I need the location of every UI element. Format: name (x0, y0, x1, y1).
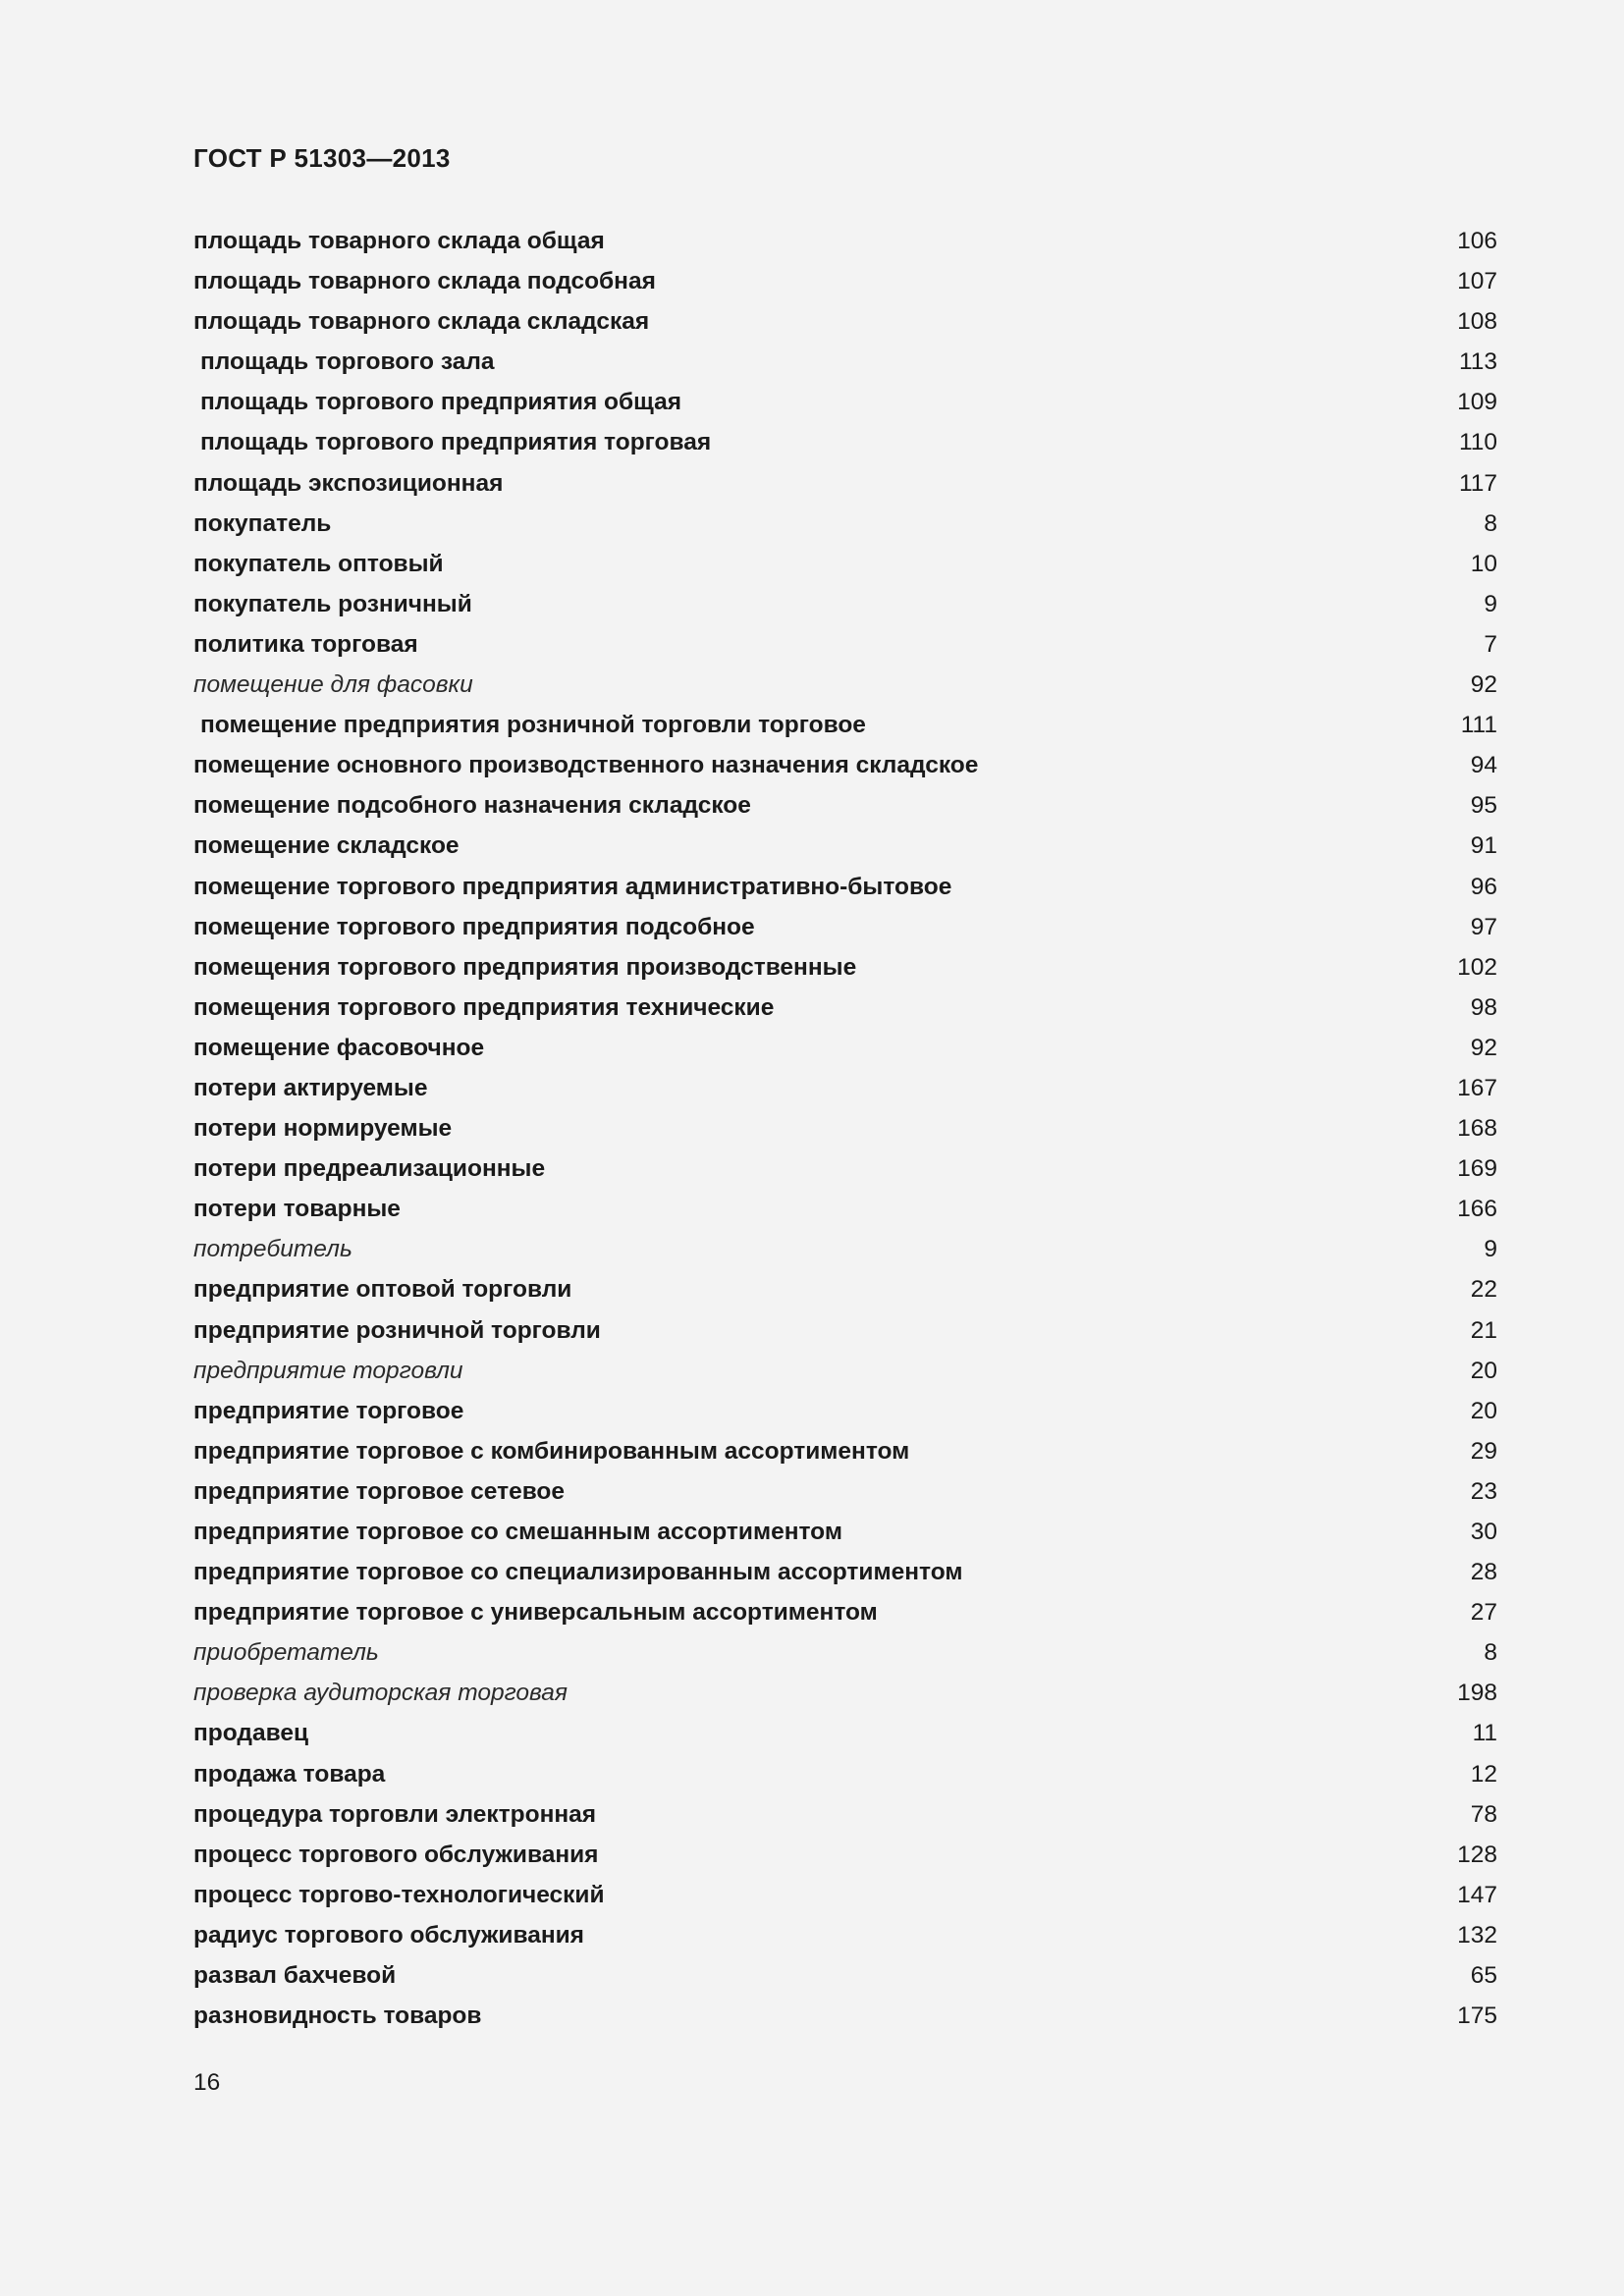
index-term: проверка аудиторская торговая (193, 1680, 568, 1707)
index-page-reference: 23 (1470, 1477, 1497, 1505)
index-term: предприятие торговое со специализированным ассортиментом (193, 1559, 963, 1586)
index-entry (193, 988, 1497, 1028)
index-entry (193, 826, 1497, 866)
index-entry (193, 584, 1497, 624)
index-entry (193, 1955, 1497, 1996)
index-term: радиус торгового обслуживания (193, 1921, 584, 1949)
index-page-reference: 9 (1484, 1236, 1497, 1263)
index-entry (193, 1512, 1497, 1552)
index-entry (193, 1391, 1497, 1431)
index-term: процедура торговли электронная (193, 1800, 597, 1828)
index-page-reference: 10 (1470, 550, 1497, 577)
index-term: покупатель оптовый (193, 550, 444, 577)
index-entry (193, 1875, 1497, 1915)
index-page-reference: 109 (1457, 389, 1497, 416)
index-term: помещение фасовочное (193, 1034, 485, 1061)
index-term: помещение предприятия розничной торговли торговое (200, 712, 866, 739)
index-page-reference: 167 (1457, 1074, 1497, 1101)
index-page-reference: 175 (1457, 2002, 1497, 2030)
index-page-reference: 198 (1457, 1680, 1497, 1707)
index-term: предприятие оптовой торговли (193, 1276, 572, 1304)
index-page-reference: 92 (1470, 671, 1497, 699)
index-term: приобретатель (193, 1639, 379, 1667)
index-entry (193, 1108, 1497, 1148)
index-entry (193, 1673, 1497, 1713)
index-entry (193, 1754, 1497, 1794)
index-term: помещение для фасовки (193, 671, 473, 699)
index-entry (193, 1835, 1497, 1875)
index-page-reference: 92 (1470, 1034, 1497, 1061)
index-page-reference: 106 (1457, 228, 1497, 254)
index-page-reference: 113 (1458, 348, 1497, 376)
index-entry (193, 907, 1497, 947)
index-entry (193, 947, 1497, 988)
index-term: процесс торгового обслуживания (193, 1841, 599, 1868)
index-entry (193, 1189, 1497, 1229)
index-entry (193, 1915, 1497, 1955)
index-page-reference: 111 (1460, 712, 1497, 739)
index-term: помещения торгового предприятия производственные (193, 953, 857, 981)
index-term: помещения торгового предприятия технические (193, 993, 775, 1021)
index-entry (193, 1068, 1497, 1108)
index-term: предприятие торговое с комбинированным ассортиментом (193, 1437, 910, 1465)
index-page-reference: 27 (1470, 1599, 1497, 1627)
index-entry (193, 705, 1497, 745)
index-term: площадь товарного склада складская (193, 308, 650, 336)
index-page-reference: 169 (1457, 1155, 1497, 1183)
index-page-reference: 168 (1457, 1115, 1497, 1143)
index-term: потребитель (193, 1236, 352, 1263)
page-number: 16 (193, 2069, 221, 2096)
index-page-reference: 98 (1470, 993, 1497, 1021)
document-header: ГОСТ Р 51303—2013 (193, 143, 451, 173)
index-entry (193, 1148, 1497, 1189)
index-page-reference: 11 (1472, 1720, 1497, 1747)
index-page-reference: 20 (1470, 1357, 1497, 1384)
index-term: предприятие розничной торговли (193, 1316, 601, 1344)
index-term: предприятие торговое со смешанным ассортиментом (193, 1519, 842, 1545)
index-entry (193, 624, 1497, 665)
index-entry (193, 504, 1497, 544)
index-term: политика торговая (193, 630, 418, 658)
index-entry (193, 301, 1497, 342)
index-entry (193, 382, 1497, 422)
index-entry (193, 1996, 1497, 2036)
index-page-reference: 28 (1470, 1559, 1497, 1586)
index-page-reference: 91 (1470, 832, 1497, 860)
index-term: покупатель (193, 509, 332, 537)
index-entry (193, 867, 1497, 907)
index-entry (193, 745, 1497, 785)
alphabetical-index (193, 221, 1497, 2036)
index-page-reference: 102 (1457, 953, 1497, 981)
index-term: развал бахчевой (193, 1962, 397, 1990)
index-term: продавец (193, 1720, 309, 1747)
index-term: процесс торгово-технологический (193, 1881, 605, 1908)
index-page-reference: 96 (1470, 873, 1497, 900)
index-entry (193, 463, 1497, 504)
index-page-reference: 8 (1484, 1639, 1497, 1667)
index-page-reference: 78 (1470, 1800, 1497, 1828)
index-term: помещение складское (193, 832, 460, 860)
index-page-reference: 110 (1458, 429, 1497, 456)
index-page-reference: 94 (1470, 752, 1497, 779)
index-entry (193, 1269, 1497, 1309)
index-term: потери актируемые (193, 1074, 428, 1101)
index-page-reference: 166 (1457, 1196, 1497, 1223)
index-page-reference: 8 (1484, 509, 1497, 537)
index-page-reference: 22 (1470, 1276, 1497, 1304)
index-page-reference: 97 (1470, 913, 1497, 940)
index-page-reference: 132 (1457, 1921, 1497, 1949)
index-term: площадь товарного склада подсобная (193, 268, 656, 295)
index-term: потери нормируемые (193, 1115, 453, 1143)
index-page-reference: 95 (1470, 792, 1497, 820)
index-page-reference: 20 (1470, 1397, 1497, 1424)
index-page-reference: 29 (1470, 1437, 1497, 1465)
index-entry (193, 1229, 1497, 1269)
index-page-reference: 30 (1470, 1519, 1497, 1545)
index-term: помещение торгового предприятия административно-бытовое (193, 873, 952, 900)
index-term: помещение подсобного назначения складское (193, 792, 751, 820)
index-term: потери товарные (193, 1196, 401, 1223)
index-entry (193, 785, 1497, 826)
index-term: предприятие торговое с универсальным ассортиментом (193, 1599, 878, 1627)
index-entry (193, 342, 1497, 382)
index-entry (193, 1471, 1497, 1512)
index-term: продажа товара (193, 1760, 386, 1788)
index-page-reference: 12 (1470, 1760, 1497, 1788)
index-term: помещение торгового предприятия подсобное (193, 913, 755, 940)
index-entry (193, 1028, 1497, 1068)
index-entry (193, 544, 1497, 584)
index-page-reference: 7 (1484, 630, 1497, 658)
index-term: потери предреализационные (193, 1155, 546, 1183)
index-term: разновидность товаров (193, 2002, 482, 2030)
index-term: предприятие торговли (193, 1357, 463, 1384)
index-term: площадь экспозиционная (193, 469, 504, 497)
index-entry (193, 261, 1497, 301)
index-term: площадь товарного склада общая (193, 228, 605, 254)
index-page-reference: 9 (1484, 590, 1497, 617)
index-page-reference: 21 (1470, 1316, 1497, 1344)
index-term: предприятие торговое сетевое (193, 1477, 566, 1505)
index-term: площадь торгового предприятия торговая (200, 429, 712, 456)
index-entry (193, 422, 1497, 462)
index-term: помещение основного производственного назначения складское (193, 752, 979, 779)
index-page-reference: 117 (1458, 469, 1497, 497)
index-term: покупатель розничный (193, 590, 472, 617)
index-entry (193, 221, 1497, 261)
index-page-reference: 65 (1470, 1962, 1497, 1990)
index-term: площадь торгового зала (200, 348, 495, 376)
index-entry (193, 1592, 1497, 1632)
index-page-reference: 108 (1457, 308, 1497, 336)
index-term: площадь торгового предприятия общая (200, 389, 682, 416)
index-entry (193, 1794, 1497, 1835)
index-entry (193, 1713, 1497, 1753)
index-entry (193, 1351, 1497, 1391)
index-entry (193, 1310, 1497, 1351)
index-entry (193, 665, 1497, 705)
index-entry (193, 1632, 1497, 1673)
index-entry (193, 1431, 1497, 1471)
index-page-reference: 147 (1457, 1881, 1497, 1908)
index-page-reference: 128 (1457, 1841, 1497, 1868)
index-term: предприятие торговое (193, 1397, 464, 1424)
index-entry (193, 1552, 1497, 1592)
index-page-reference: 107 (1457, 268, 1497, 295)
